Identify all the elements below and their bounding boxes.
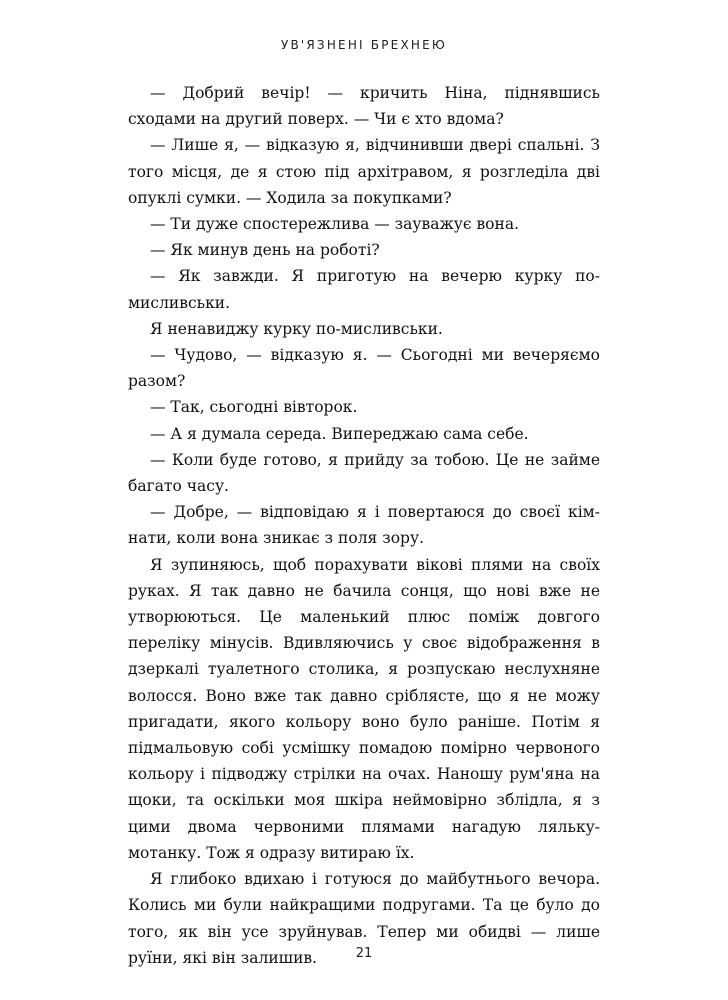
book-text [128, 80, 600, 971]
paragraph: — Ти дуже спостережлива — зауважує вона. [150, 215, 519, 234]
paragraph: — Чудово, — відказую я. — Сьогодні ми вечеряємо разом? [128, 346, 600, 391]
paragraph: Я глибоко вдихаю і готуюся до майбутнього вечора. Колись ми були найкращими подругами. Та це було до того, як він усе зруйнував. Тепер ми обидві — лише руїни, які він залишив. [128, 870, 600, 967]
paragraph: — Так, сьогодні вівторок. [150, 398, 358, 417]
paragraph: — А я думала середа. Випереджаю сама себе. [150, 424, 529, 443]
paragraph: — Коли буде готово, я прийду за тобою. Це не займе багато часу. [128, 450, 600, 496]
paragraph: — Добре, — відповідаю я і повертаюся до своєї кімнати, коли вона зникає з поля зору. [128, 503, 600, 548]
page-number: 21 [355, 946, 373, 961]
paragraph: Я зупиняюсь, щоб порахувати вікові плями на своїх руках. Я так давно не бачила сонця, що нові вже не утворюються. Це маленький плюс поміж довгого переліку мінусів. Вдивляючись у своє відображення в дзеркалі туалетного столика, я розпускаю неслухняне волосся. Воно вже так давно сріблясте, що я не можу пригадати, якого кольору воно було раніше. Потім я підмальовую собі усмішку помадою помірно червоного кольору і підводжу стрілки на очах. Наношу рум'яна на щоки, та оскільки моя шкіра неймовірно зблідла, я з цими двома червоними плямами нагадую ляльку-мотанку. Тож я одразу витираю їх. [128, 555, 600, 862]
running-header: УВ'ЯЗНЕНІ БРЕХНЕЮ [280, 38, 448, 52]
paragraph: — Як завжди. Я приготую на вечерю курку по-мисливськи. [128, 267, 600, 312]
paragraph: — Як минув день на роботі? [150, 241, 380, 260]
paragraph: — Лише я, — відказую я, відчинивши двері спальні. З того місця, де я стою під архітравом, я розгледіла дві опуклі сумки. — Ходила за покупками? [128, 136, 600, 207]
paragraph: — Добрий вечір! — кричить Ніна, піднявшись сходами на другий поверх. — Чи є хто вдома? [128, 84, 600, 129]
paragraph: Я ненавиджу курку по-мисливськи. [150, 319, 443, 338]
